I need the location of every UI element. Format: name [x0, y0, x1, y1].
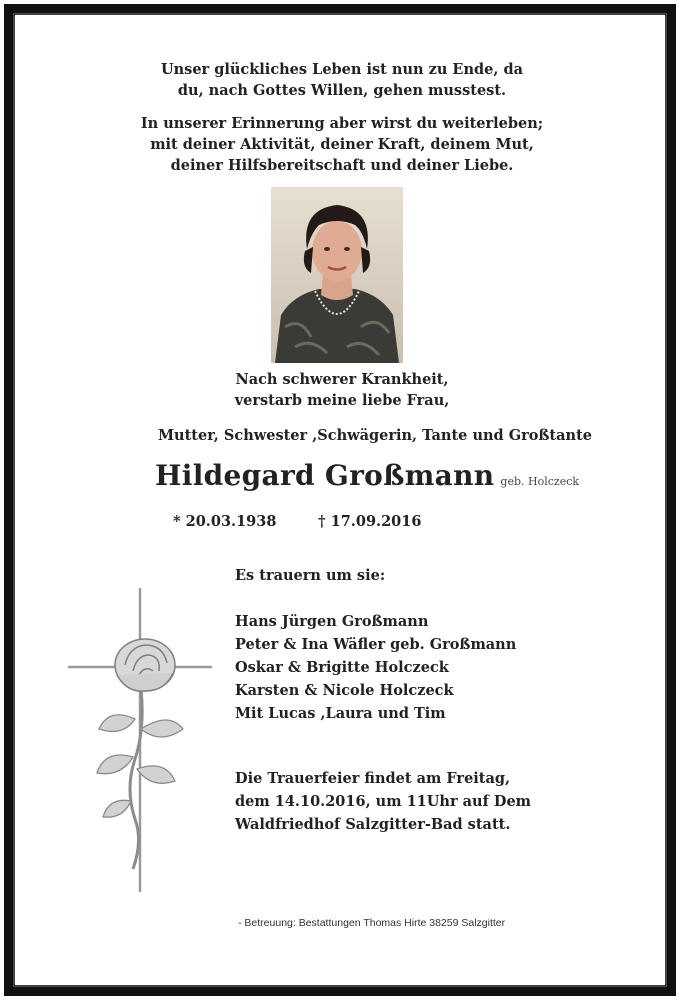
deceased-name-line	[155, 459, 579, 492]
verse-line: mit deiner Aktivität, deiner Kraft, deinem Mut,	[150, 136, 534, 153]
verse-stanza-1	[15, 59, 669, 101]
mourners-list	[235, 610, 516, 725]
service-line: Die Trauerfeier findet am Freitag,	[235, 770, 511, 787]
relations-line: Mutter, Schwester ,Schwägerin, Tante und Großtante	[158, 427, 592, 444]
mourners-section	[235, 567, 516, 725]
verse-line: Unser glückliches Leben ist nun zu Ende, da	[160, 61, 524, 78]
portrait-photo	[271, 187, 403, 363]
verse-line: du, nach Gottes Willen, gehen musstest.	[177, 82, 507, 99]
cross-with-rose-icon	[65, 579, 215, 899]
funeral-home-credit: - Betreuung: Bestattungen Thomas Hirte 38259 Salzgitter	[238, 917, 506, 929]
list-item: Oskar & Brigitte Holczeck	[235, 659, 449, 676]
verse-stanza-2	[15, 113, 669, 176]
list-item: Peter & Ina Wäfler geb. Großmann	[235, 636, 517, 653]
list-item: Mit Lucas ,Laura und Tim	[235, 705, 446, 722]
outer-frame	[4, 4, 676, 996]
list-item: Karsten & Nicole Holczeck	[235, 682, 454, 699]
birth-date: * 20.03.1938	[173, 513, 277, 530]
service-line: dem 14.10.2016, um 11Uhr auf Dem	[235, 793, 532, 810]
mourners-heading: Es trauern um sie:	[235, 567, 386, 584]
intro-text	[15, 369, 669, 411]
intro-line: Nach schwerer Krankheit,	[235, 371, 449, 388]
verse-line: In unserer Erinnerung aber wirst du weiterleben;	[140, 115, 544, 132]
service-line: Waldfriedhof Salzgitter-Bad statt.	[235, 816, 511, 833]
death-date: † 17.09.2016	[318, 513, 422, 530]
verse-line: deiner Hilfsbereitschaft und deiner Liebe.	[170, 157, 514, 174]
intro-line: verstarb meine liebe Frau,	[234, 392, 450, 409]
deceased-name: Hildegard Großmann	[155, 459, 495, 492]
list-item: Hans Jürgen Großmann	[235, 613, 429, 630]
funeral-service-info	[235, 767, 531, 836]
maiden-name: geb. Holczeck	[500, 475, 580, 488]
obituary-card	[13, 13, 667, 987]
